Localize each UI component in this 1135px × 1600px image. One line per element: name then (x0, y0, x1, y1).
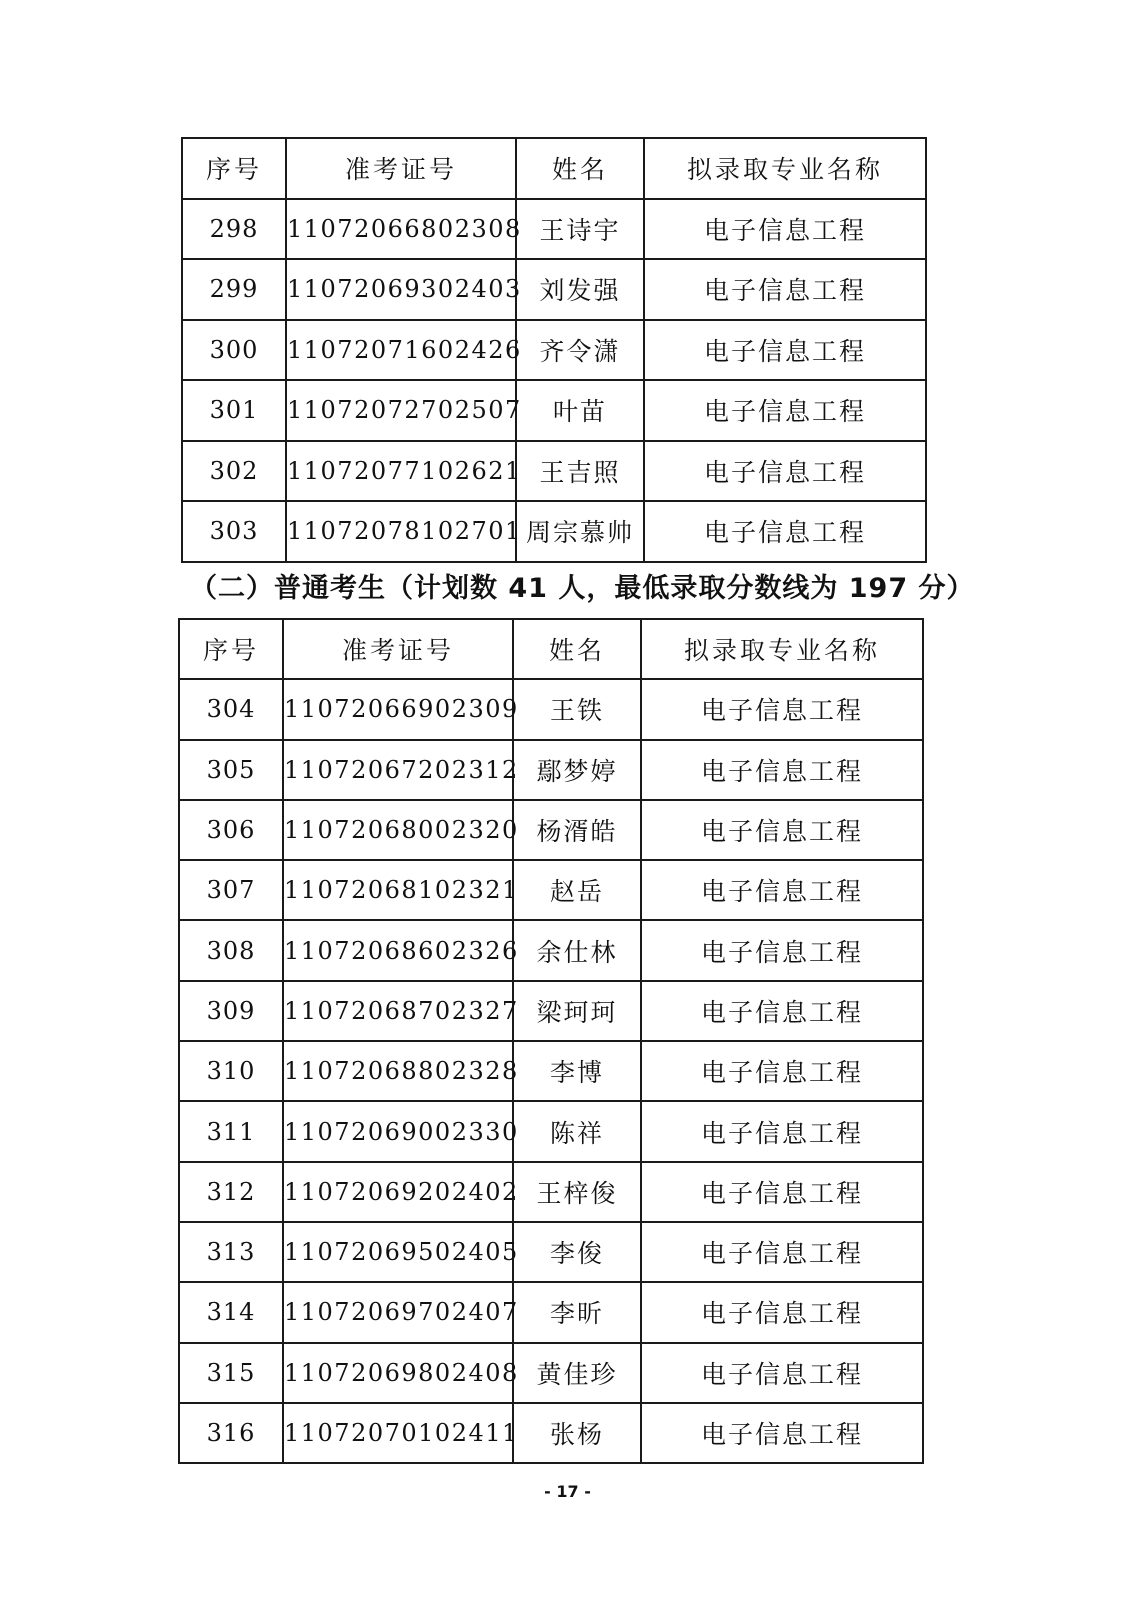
table-row (182, 320, 926, 381)
cell-seq: 316 (179, 1403, 283, 1463)
table-row (179, 1222, 923, 1282)
cell-exam-id: 11072069202402 (283, 1162, 513, 1222)
header-name: 姓名 (513, 619, 641, 679)
cell-name: 鄢梦婷 (513, 740, 641, 800)
table-row (179, 1282, 923, 1342)
cell-exam-id: 11072068602326 (283, 920, 513, 980)
cell-name: 张杨 (513, 1403, 641, 1463)
section-heading-regular-candidates: （二）普通考生（计划数 41 人，最低录取分数线为 197 分） (190, 573, 975, 604)
cell-seq: 308 (179, 920, 283, 980)
cell-major: 电子信息工程 (641, 1343, 923, 1403)
cell-exam-id: 11072071602426 (286, 320, 516, 381)
cell-seq: 299 (182, 259, 286, 320)
cell-name: 赵岳 (513, 860, 641, 920)
cell-major: 电子信息工程 (641, 1041, 923, 1101)
cell-name: 余仕林 (513, 920, 641, 980)
table-header-row (182, 138, 926, 199)
cell-seq: 303 (182, 501, 286, 562)
cell-major: 电子信息工程 (641, 1162, 923, 1222)
cell-name: 李俊 (513, 1222, 641, 1282)
table-row (179, 1041, 923, 1101)
cell-major: 电子信息工程 (641, 981, 923, 1041)
cell-major: 电子信息工程 (644, 320, 926, 381)
table-header-row (179, 619, 923, 679)
cell-name: 陈祥 (513, 1101, 641, 1161)
cell-name: 齐令潇 (516, 320, 644, 381)
cell-exam-id: 11072068702327 (283, 981, 513, 1041)
cell-exam-id: 11072078102701 (286, 501, 516, 562)
cell-name: 刘发强 (516, 259, 644, 320)
cell-seq: 315 (179, 1343, 283, 1403)
table-row (179, 920, 923, 980)
cell-name: 叶苗 (516, 380, 644, 441)
cell-seq: 311 (179, 1101, 283, 1161)
cell-name: 王梓俊 (513, 1162, 641, 1222)
cell-major: 电子信息工程 (644, 199, 926, 260)
cell-major: 电子信息工程 (641, 1222, 923, 1282)
table-2 (178, 618, 924, 1464)
table-row (179, 740, 923, 800)
cell-name: 王吉照 (516, 441, 644, 502)
cell-seq: 312 (179, 1162, 283, 1222)
cell-exam-id: 11072067202312 (283, 740, 513, 800)
cell-name: 黄佳珍 (513, 1343, 641, 1403)
table-row (179, 1101, 923, 1161)
cell-exam-id: 11072070102411 (283, 1403, 513, 1463)
table-row (182, 441, 926, 502)
header-name: 姓名 (516, 138, 644, 199)
cell-name: 李昕 (513, 1282, 641, 1342)
cell-exam-id: 11072072702507 (286, 380, 516, 441)
table-2-body (179, 679, 923, 1463)
header-major: 拟录取专业名称 (641, 619, 923, 679)
cell-name: 梁珂珂 (513, 981, 641, 1041)
cell-major: 电子信息工程 (644, 380, 926, 441)
cell-exam-id: 11072068802328 (283, 1041, 513, 1101)
admission-table-2 (178, 618, 922, 1464)
page-number: - 17 - (544, 1482, 591, 1501)
cell-seq: 305 (179, 740, 283, 800)
header-seq: 序号 (182, 138, 286, 199)
cell-seq: 298 (182, 199, 286, 260)
header-exam-id: 准考证号 (286, 138, 516, 199)
cell-major: 电子信息工程 (644, 501, 926, 562)
cell-seq: 306 (179, 800, 283, 860)
cell-major: 电子信息工程 (644, 259, 926, 320)
cell-seq: 302 (182, 441, 286, 502)
cell-seq: 313 (179, 1222, 283, 1282)
cell-exam-id: 11072068002320 (283, 800, 513, 860)
cell-name: 杨湑皓 (513, 800, 641, 860)
header-exam-id: 准考证号 (283, 619, 513, 679)
cell-name: 王铁 (513, 679, 641, 739)
cell-exam-id: 11072066902309 (283, 679, 513, 739)
table-row (179, 679, 923, 739)
cell-seq: 307 (179, 860, 283, 920)
cell-name: 周宗慕帅 (516, 501, 644, 562)
cell-seq: 309 (179, 981, 283, 1041)
table-row (179, 800, 923, 860)
table-row (182, 380, 926, 441)
cell-major: 电子信息工程 (641, 740, 923, 800)
cell-name: 王诗宇 (516, 199, 644, 260)
admission-table-1 (181, 137, 925, 563)
cell-major: 电子信息工程 (641, 1101, 923, 1161)
cell-name: 李博 (513, 1041, 641, 1101)
cell-major: 电子信息工程 (641, 920, 923, 980)
header-major: 拟录取专业名称 (644, 138, 926, 199)
cell-major: 电子信息工程 (641, 679, 923, 739)
cell-exam-id: 11072068102321 (283, 860, 513, 920)
table-row (179, 1343, 923, 1403)
cell-exam-id: 11072066802308 (286, 199, 516, 260)
cell-major: 电子信息工程 (641, 800, 923, 860)
cell-seq: 314 (179, 1282, 283, 1342)
table-row (182, 259, 926, 320)
cell-exam-id: 11072069802408 (283, 1343, 513, 1403)
cell-major: 电子信息工程 (641, 1403, 923, 1463)
cell-exam-id: 11072069702407 (283, 1282, 513, 1342)
table-row (179, 1403, 923, 1463)
cell-major: 电子信息工程 (641, 1282, 923, 1342)
table-1 (181, 137, 927, 563)
table-row (182, 199, 926, 260)
cell-seq: 304 (179, 679, 283, 739)
cell-major: 电子信息工程 (641, 860, 923, 920)
cell-seq: 310 (179, 1041, 283, 1101)
table-row (179, 981, 923, 1041)
cell-seq: 300 (182, 320, 286, 381)
cell-exam-id: 11072077102621 (286, 441, 516, 502)
cell-seq: 301 (182, 380, 286, 441)
cell-exam-id: 11072069302403 (286, 259, 516, 320)
cell-exam-id: 11072069002330 (283, 1101, 513, 1161)
table-1-body (182, 199, 926, 562)
table-row (179, 1162, 923, 1222)
cell-exam-id: 11072069502405 (283, 1222, 513, 1282)
table-row (179, 860, 923, 920)
table-row (182, 501, 926, 562)
header-seq: 序号 (179, 619, 283, 679)
cell-major: 电子信息工程 (644, 441, 926, 502)
